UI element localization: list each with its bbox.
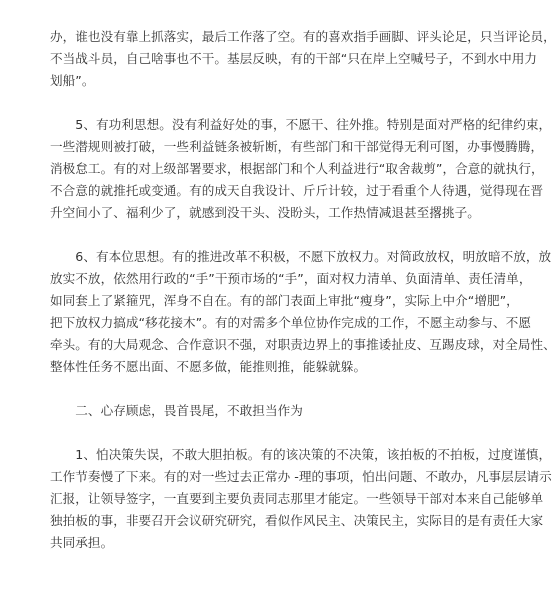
paragraph-item-1 bbox=[50, 444, 552, 554]
text-line: 5、有功利思想。没有利益好处的事，不愿干、往外推。特别是面对严格的纪律约束， bbox=[50, 117, 552, 132]
text-line: 划船”。 bbox=[50, 73, 95, 88]
paragraph-gap bbox=[50, 92, 452, 114]
paragraph-item-5 bbox=[50, 114, 552, 224]
paragraph-gap bbox=[50, 378, 452, 400]
text-line: 工作节奏慢了下来。有的对一些过去正常办 -理的事项，怕出问题、不敢办，凡事层层请示 bbox=[50, 469, 552, 484]
paragraph-gap bbox=[50, 224, 452, 246]
text-line: 消极怠工。有的对上级部署要求，根据部门和个人利益进行“取舍裁剪”，合意的就执行， bbox=[50, 161, 544, 176]
text-line: 升空间小了、福利少了，就感到没干头、没盼头，工作热情减退甚至撂挑子。 bbox=[50, 205, 480, 220]
section-heading bbox=[50, 400, 452, 422]
text-line: 牵头。有的大局观念、合作意识不强，对职责边界上的事推诿扯皮、互踢皮球，对全局性、 bbox=[50, 337, 556, 352]
text-line: 把下放权力搞成“移花接木”。有的对需多个单位协作完成的工作，不愿主动参与、不愿 bbox=[50, 315, 531, 330]
text-line: 不当战斗员，自己啥事也不干。基层反映，有的干部“只在岸上空喊号子，不到水中用力 bbox=[50, 51, 538, 66]
text-line: 6、有本位思想。有的推进改革不积极，不愿下放权力。对简政放权，明放暗不放，放 bbox=[50, 249, 552, 264]
text-line: 放实不放，依然用行政的“手”干预市场的“手”，面对权力清单、负面清单、责任清单， bbox=[50, 271, 532, 286]
heading-line: 二、心存顾虑，畏首畏尾，不敢担当作为 bbox=[50, 403, 303, 418]
text-line: 不合意的就推托或变通。有的成天自我设计、斤斤计较，过于看重个人待遇，觉得现在晋 bbox=[50, 183, 544, 198]
text-line: 汇报，让领导签字，一直要到主要负责同志那里才能定。一些领导干部对本来自己能够单 bbox=[50, 491, 544, 506]
text-line: 1、怕决策失误，不敢大胆拍板。有的该决策的不决策，该拍板的不拍板，过度谨慎， bbox=[50, 447, 552, 462]
text-line: 如同套上了紧箍咒，浑身不自在。有的部门表面上审批“瘦身”，实际上中介“增肥”， bbox=[50, 293, 519, 308]
text-line: 独拍板的事，非要召开会议研究研究，看似作风民主、决策民主，实际目的是有责任大家 bbox=[50, 513, 544, 528]
text-line: 整体性任务不愿出面、不愿多做，能推则推，能躲就躲。 bbox=[50, 359, 367, 374]
paragraph-gap bbox=[50, 422, 452, 444]
text-line: 一些潜规则被打破，一些利益链条被斩断，有些部门和干部觉得无利可图，办事慢腾腾， bbox=[50, 139, 544, 154]
text-line: 共同承担。 bbox=[50, 535, 114, 550]
text-line: 办，谁也没有靠上抓落实，最后工作落了空。有的喜欢指手画脚、评头论足，只当评论员， bbox=[50, 29, 556, 44]
paragraph-item-6 bbox=[50, 246, 556, 378]
paragraph-continuation bbox=[50, 26, 556, 92]
